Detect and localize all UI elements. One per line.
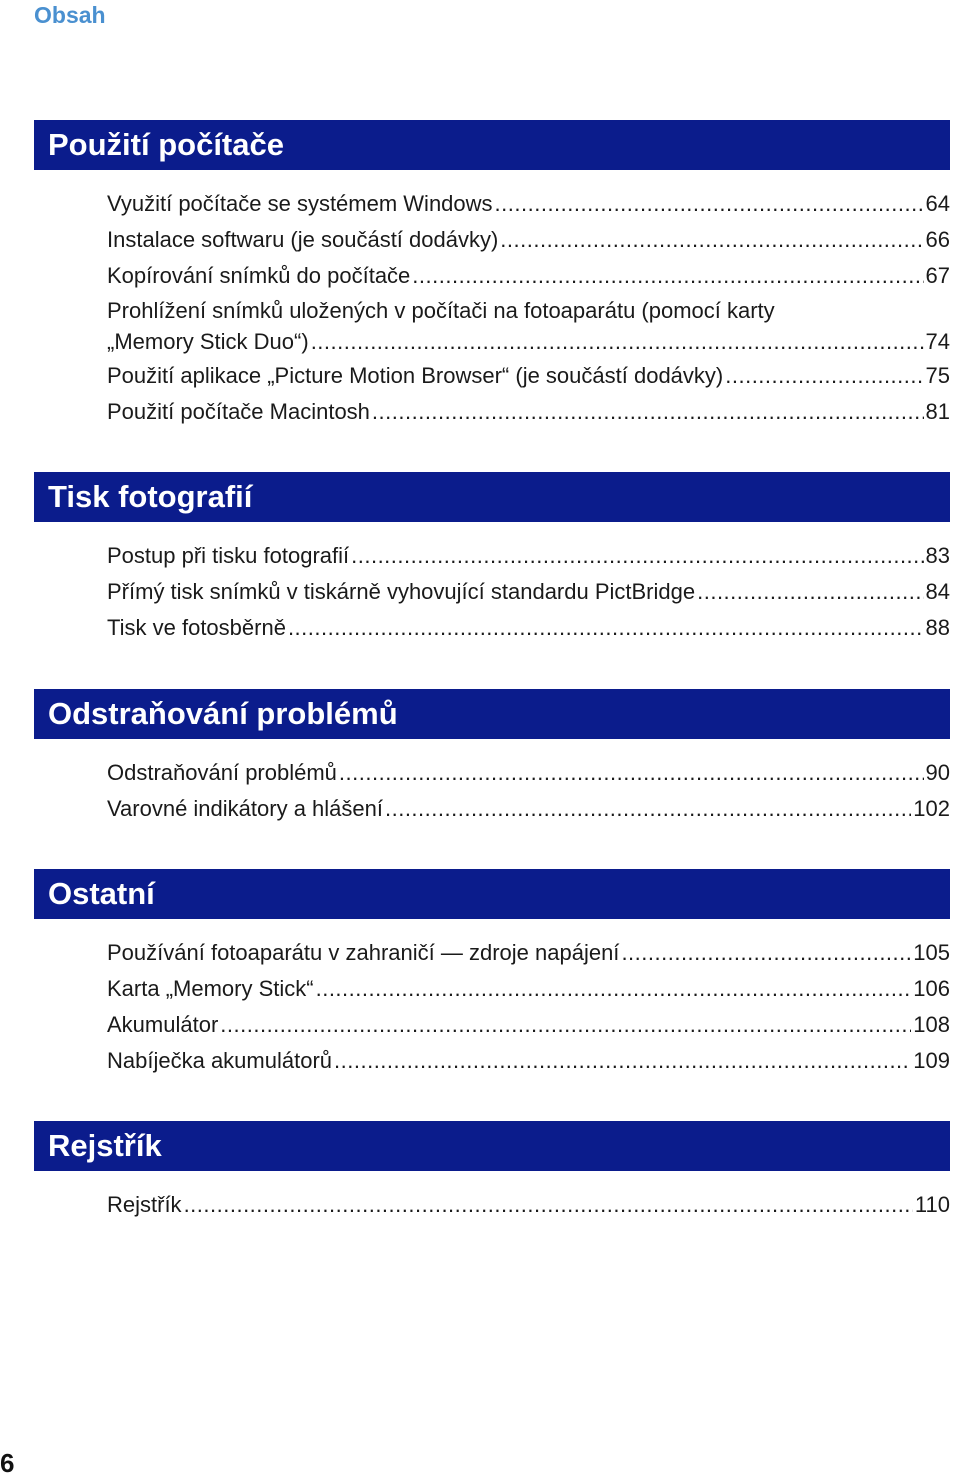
- toc-entry-label: Postup při tisku fotografií: [107, 543, 350, 568]
- toc-entry[interactable]: [107, 935, 950, 971]
- toc-entry-page: 81: [925, 399, 950, 424]
- toc-entry-label: Rejstřík: [107, 1192, 182, 1217]
- toc-entry[interactable]: [107, 296, 950, 358]
- toc-entry-label: Odstraňování problémů: [107, 760, 337, 785]
- breadcrumb[interactable]: Obsah: [34, 2, 106, 28]
- toc-entry[interactable]: [107, 258, 950, 294]
- toc-entry-label: Použití aplikace „Picture Motion Browser“ (je součástí dodávky): [107, 363, 724, 388]
- toc-entry[interactable]: [107, 186, 950, 222]
- toc-entry[interactable]: [107, 222, 950, 258]
- leader-dots: [334, 1043, 911, 1079]
- section-header-odstranovani-problemu: Odstraňování problémů: [34, 689, 950, 739]
- toc-entry-label: Akumulátor: [107, 1012, 219, 1037]
- leader-dots: [385, 791, 911, 827]
- leader-dots: [184, 1187, 913, 1223]
- leader-dots: [372, 394, 924, 430]
- leader-dots: [495, 186, 924, 222]
- toc-entry-page: 67: [925, 263, 950, 288]
- toc-entry-label: Přímý tisk snímků v tiskárně vyhovující standardu PictBridge: [107, 579, 696, 604]
- toc-entry-page: 90: [925, 760, 950, 785]
- toc-entry-label-continued: „Memory Stick Duo“): [107, 329, 309, 354]
- leader-dots: [412, 258, 923, 294]
- toc-entry[interactable]: [107, 1187, 950, 1223]
- leader-dots: [351, 538, 923, 574]
- toc-entry-page: 106: [913, 976, 950, 1001]
- toc-list-ostatni: [107, 935, 950, 1079]
- toc-entry-page: 109: [913, 1048, 950, 1073]
- toc-entry[interactable]: [107, 755, 950, 791]
- toc-entry-label: Prohlížení snímků uložených v počítači na fotoaparátu (pomocí karty: [107, 298, 775, 323]
- toc-entry-page: 88: [925, 615, 950, 640]
- toc-entry-label: Instalace softwaru (je součástí dodávky): [107, 227, 499, 252]
- toc-entry-page: 108: [913, 1012, 950, 1037]
- toc-entry[interactable]: [107, 394, 950, 430]
- toc-entry[interactable]: [107, 358, 950, 394]
- section-header-rejstrik: Rejstřík: [34, 1121, 950, 1171]
- toc-entry-page: 110: [914, 1192, 950, 1217]
- toc-entry-page: 66: [925, 227, 950, 252]
- toc-entry-page: 84: [925, 579, 950, 604]
- toc-entry-label: Tisk ve fotosběrně: [107, 615, 286, 640]
- toc-entry-page: 102: [913, 796, 950, 821]
- toc-entry[interactable]: [107, 538, 950, 574]
- leader-dots: [316, 971, 912, 1007]
- toc-entry[interactable]: [107, 791, 950, 827]
- section-header-tisk-fotografii: Tisk fotografií: [34, 472, 950, 522]
- toc-list-tisk-fotografii: [107, 538, 950, 646]
- toc-entry-label: Využití počítače se systémem Windows: [107, 191, 493, 216]
- toc-entry-label: Nabíječka akumulátorů: [107, 1048, 333, 1073]
- leader-dots: [220, 1007, 911, 1043]
- toc-entry[interactable]: [107, 1043, 950, 1079]
- toc-entry-label: Varovné indikátory a hlášení: [107, 796, 383, 821]
- section-header-pouziti-pocitace: Použití počítače: [34, 120, 950, 170]
- leader-dots: [311, 326, 924, 358]
- toc-entry-page: 74: [925, 329, 950, 354]
- toc-entry-label: Používání fotoaparátu v zahraničí — zdroje napájení: [107, 940, 620, 965]
- toc-entry-page: 64: [925, 191, 950, 216]
- toc-entry[interactable]: [107, 1007, 950, 1043]
- leader-dots: [500, 222, 923, 258]
- toc-list-rejstrik: [107, 1187, 950, 1223]
- page-number: 6: [0, 1448, 15, 1478]
- toc-entry-label: Kopírování snímků do počítače: [107, 263, 411, 288]
- leader-dots: [621, 935, 911, 971]
- toc-entry-page: 83: [925, 543, 950, 568]
- toc-entry[interactable]: [107, 971, 950, 1007]
- toc-entry-page: 105: [913, 940, 950, 965]
- section-header-ostatni: Ostatní: [34, 869, 950, 919]
- toc-entry-label: Použití počítače Macintosh: [107, 399, 370, 424]
- toc-entry[interactable]: [107, 610, 950, 646]
- leader-dots: [339, 755, 924, 791]
- leader-dots: [288, 610, 924, 646]
- leader-dots: [697, 574, 923, 610]
- leader-dots: [725, 358, 923, 394]
- toc-list-odstranovani-problemu: [107, 755, 950, 827]
- toc-entry-label: Karta „Memory Stick“: [107, 976, 314, 1001]
- toc-list-pouziti-pocitace: [107, 186, 950, 430]
- toc-entry-page: 75: [925, 363, 950, 388]
- toc-entry[interactable]: [107, 574, 950, 610]
